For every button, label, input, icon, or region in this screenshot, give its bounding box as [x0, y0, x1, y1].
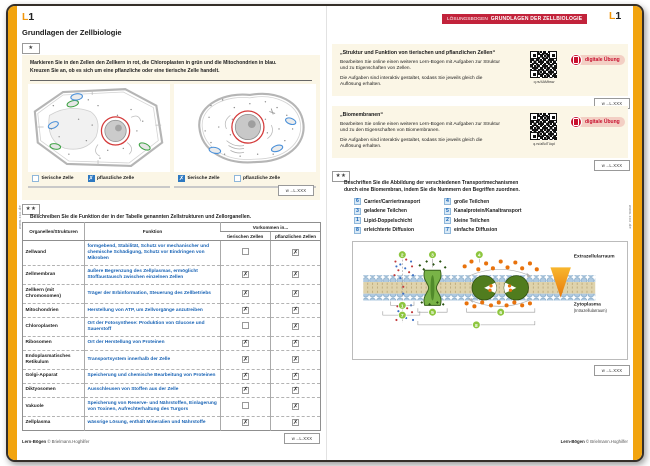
animal-occurrence-cell	[221, 241, 271, 266]
vacuole-shape	[49, 108, 98, 149]
task2-instruction: Beschreiben Sie die Funktion der in der Tabelle genannten Zellstrukturen und Zellorganellen.	[30, 214, 252, 220]
organelle-name: Zellmembran	[23, 266, 85, 285]
digital-exercise-button[interactable]: digitale Übung	[570, 54, 625, 66]
side-url-left: www.xxx.de	[18, 205, 22, 230]
animal-occurrence-cell	[221, 398, 271, 417]
term-number-badge: 2	[444, 217, 451, 224]
plant-occurrence-cell	[271, 384, 321, 398]
col-header-function: Funktion	[85, 223, 221, 241]
animal-occurrence-checkbox[interactable]	[242, 402, 249, 409]
animal-occurrence-cell	[221, 370, 271, 384]
organelle-function-answer: wässrige Lösung, enthält Mineralien und Nährstoffe	[85, 416, 221, 430]
term-label: kleine Teilchen	[454, 217, 490, 224]
animal-occurrence-checkbox[interactable]: ✗	[242, 419, 249, 426]
task1-box	[22, 55, 320, 200]
term-label: große Teilchen	[454, 198, 490, 205]
web-code-box-task1: w→L.XXX	[278, 185, 314, 196]
term-number-badge: 7	[444, 227, 451, 234]
term-item	[444, 207, 522, 217]
organelle-name: Golgi-Apparat	[23, 370, 85, 384]
cell-type-label: tierische Zelle	[187, 176, 220, 181]
label-cytoplasm: Zytoplasma	[573, 302, 601, 308]
info-box-body2: Die Aufgaben sind interaktiv gestaltet, sodass Sie jeweils gleich die Auflösung erhalten.	[340, 138, 483, 150]
task1-instruction-line1: Markieren Sie in den Zellen den Zellkern in rot, die Chloroplasten in grün und die Mitochondrien in blau.	[30, 60, 277, 66]
side-url-right: www.xxx.de	[628, 205, 632, 230]
organelle-function-answer: Herstellung von ATP, um Zellvorgänge anzutreiben	[85, 304, 221, 318]
diagram-badge-3: 3	[431, 253, 434, 259]
animal-occurrence-checkbox[interactable]: ✗	[242, 373, 249, 380]
organelle-name: Endoplasmatisches Retikulum	[23, 351, 85, 370]
animal-cell-panel	[174, 84, 316, 172]
info-box-body2: Die Aufgaben sind interaktiv gestaltet, sodass Sie jeweils gleich die Auflösung erhalten.	[340, 76, 483, 88]
animal-occurrence-checkbox[interactable]: ✗	[242, 387, 249, 394]
organelle-row	[23, 370, 321, 384]
diagram-badge-1: 1	[400, 304, 404, 310]
organelle-function-answer: Ort der Fotosynthese: Produktion von Glucose und Sauerstoff	[85, 318, 221, 337]
term-label: einfache Diffusion	[454, 227, 498, 234]
plant-occurrence-checkbox[interactable]: ✗	[292, 387, 299, 394]
term-label: Carrier/Carriertransport	[364, 198, 421, 205]
plant-occurrence-checkbox[interactable]: ✗	[292, 307, 299, 314]
plant-occurrence-cell	[271, 266, 321, 285]
animal-occurrence-checkbox[interactable]: ✗	[242, 307, 249, 314]
term-label: Lipid-Doppelschicht	[364, 217, 413, 224]
cell-type-option-animal[interactable]	[178, 175, 220, 182]
phone-icon	[570, 54, 582, 66]
diagram-badge-2: 2	[400, 253, 404, 259]
organelle-function-answer: Transportsystem innerhalb der Zelle	[85, 351, 221, 370]
terms-column-right	[444, 197, 522, 235]
organelle-name: Ribosomen	[23, 337, 85, 351]
right-page-color-band	[633, 4, 642, 462]
animal-occurrence-checkbox[interactable]: ✗	[242, 340, 249, 347]
animal-occurrence-checkbox[interactable]: ✗	[242, 290, 249, 297]
cell-type-label: pflanzliche Zelle	[243, 176, 281, 181]
animal-occurrence-checkbox[interactable]: ✗	[242, 271, 249, 278]
task3-instruction-line2: durch eine Biomembran, indem Sie die Nummern den Begriffen zuordnen.	[344, 187, 520, 193]
organelle-name: Zellkern (mit Chromosomen)	[23, 285, 85, 304]
plant-occurrence-checkbox[interactable]: ✗	[292, 249, 299, 256]
plant-occurrence-checkbox[interactable]: ✗	[292, 419, 299, 426]
organelle-row	[23, 304, 321, 318]
terms-column-left	[354, 197, 420, 235]
difficulty-badge-task1: ★	[22, 43, 40, 54]
term-number-badge: 8	[354, 227, 361, 234]
term-number-badge: 1	[354, 217, 361, 224]
plant-occurrence-cell	[271, 398, 321, 417]
diagram-badge-5: 5	[431, 311, 434, 317]
term-label: Kanalprotein/Kanaltransport	[454, 208, 522, 215]
cell-type-checkbox[interactable]: ✗	[88, 175, 94, 182]
membrane-diagram-box	[352, 241, 628, 360]
plant-occurrence-cell	[271, 318, 321, 337]
col-header-organelles: Organellen/Strukturen	[23, 223, 85, 241]
diagram-badge-4: 4	[477, 253, 481, 259]
animal-occurrence-cell	[221, 384, 271, 398]
animal-occurrence-cell	[221, 351, 271, 370]
plant-occurrence-checkbox[interactable]: ✗	[292, 373, 299, 380]
web-code-box-task2: w→L.XXX	[284, 433, 320, 444]
info-box-body1: Bearbeiten Sie online einen weiteren Lern-Bogen mit Aufgaben zur Struktur und zu den Eigenschaften von Biomembranen.	[340, 122, 500, 134]
organelle-function-answer: äußere Begrenzung des Zellplasmas, ermöglicht Stoffaustausch zwischen einzelnen Zellen	[85, 266, 221, 285]
right-page-code: L1	[609, 10, 622, 22]
organelle-function-answer: Ausschleusen von Stoffen aus der Zelle	[85, 384, 221, 398]
plant-occurrence-checkbox[interactable]: ✗	[292, 340, 299, 347]
cell-type-option-plant[interactable]	[88, 175, 135, 182]
digital-exercise-button[interactable]: digitale Übung	[570, 116, 625, 128]
col-header-plant: pflanzlichen Zellen	[271, 232, 321, 241]
organelle-row	[23, 318, 321, 337]
term-number-badge: 6	[354, 198, 361, 205]
cell-type-checkbox[interactable]: ✗	[178, 175, 185, 182]
term-item	[354, 216, 420, 226]
left-page-code: L1	[22, 11, 35, 23]
left-page-color-band	[8, 4, 17, 462]
nucleus-shape	[235, 114, 260, 139]
animal-occurrence-cell	[221, 337, 271, 351]
label-intracellular: (Intrazellularraum)	[573, 308, 607, 314]
plant-occurrence-cell	[271, 241, 321, 266]
organelle-name: Zellwand	[23, 241, 85, 266]
header-title: GRUNDLAGEN DER ZELLBIOLOGIE	[490, 16, 583, 22]
organelle-table	[22, 222, 321, 431]
term-number-badge: 3	[354, 208, 361, 215]
organelle-row	[23, 351, 321, 370]
animal-occurrence-cell	[221, 416, 271, 430]
page-title: Grundlagen der Zellbiologie	[22, 28, 122, 37]
animal-occurrence-cell	[221, 266, 271, 285]
animal-occurrence-cell	[221, 304, 271, 318]
cell-type-option-plant[interactable]	[234, 175, 281, 182]
qr-caption: q.rs/aBdTüqd	[533, 142, 555, 146]
organelle-row	[23, 285, 321, 304]
organelle-row	[23, 398, 321, 417]
organelle-function-answer: Ort der Herstellung von Proteinen	[85, 337, 221, 351]
divider	[28, 186, 170, 188]
plant-cell-panel	[28, 84, 170, 172]
plant-occurrence-checkbox[interactable]: ✗	[292, 290, 299, 297]
cell-type-label: pflanzliche Zelle	[97, 176, 135, 181]
organelle-table-wrap	[22, 222, 320, 443]
animal-cell-illustration	[176, 86, 314, 170]
organelle-name: Vakuole	[23, 398, 85, 417]
header-kicker: LÖSUNGSBOGEN	[447, 16, 488, 22]
plant-occurrence-checkbox[interactable]: ✗	[292, 356, 299, 363]
plant-occurrence-cell	[271, 304, 321, 318]
difficulty-badge-task3: ★★	[332, 171, 350, 182]
term-item	[354, 207, 420, 217]
footer-right: Lern-Bögen © Brielmann.Hoghilfer	[560, 439, 628, 444]
animal-occurrence-checkbox[interactable]	[242, 248, 249, 255]
task1-instruction-line2: Kreuzen Sie an, ob es sich um eine pflanzliche oder eine tierische Zelle handelt.	[30, 68, 220, 74]
term-item	[444, 216, 522, 226]
diagram-badge-6: 6	[499, 311, 503, 317]
diagram-badge-7: 7	[400, 314, 404, 320]
organelle-name: Zellplasma	[23, 416, 85, 430]
qr-code[interactable]	[530, 113, 557, 140]
term-item	[354, 197, 420, 207]
online-exercise-box-biomembranes	[332, 106, 628, 158]
plant-occurrence-cell	[271, 337, 321, 351]
footer-left: Lern-Bögen © Brielmann.Hoghilfer	[22, 439, 90, 444]
plant-occurrence-checkbox[interactable]: ✗	[292, 403, 299, 410]
col-header-group: Vorkommen in...	[221, 223, 321, 232]
organelle-name: Chloroplasten	[23, 318, 85, 337]
term-number-badge: 5	[444, 208, 451, 215]
web-code-box-info1: w→L.XXX	[594, 98, 630, 109]
organelle-row	[23, 337, 321, 351]
qr-caption: q.rs/4AMbsw	[533, 80, 555, 84]
plant-occurrence-cell	[271, 370, 321, 384]
plant-cell-illustration	[30, 86, 168, 170]
organelle-name: Diktyosomen	[23, 384, 85, 398]
cell-type-option-animal[interactable]	[32, 175, 74, 182]
term-label: geladene Teilchen	[364, 208, 407, 215]
label-extracellular: Extrazellularraum	[573, 254, 615, 260]
term-item	[444, 197, 522, 207]
cell-type-answer-row-left	[32, 175, 134, 182]
organelle-function-answer: Speicherung und chemische Bearbeitung von Proteinen	[85, 370, 221, 384]
term-item	[354, 226, 420, 236]
online-exercise-box-cells	[332, 44, 628, 96]
plant-occurrence-cell	[271, 416, 321, 430]
cell-type-checkbox[interactable]	[32, 175, 39, 182]
term-number-badge: 4	[444, 198, 451, 205]
organelle-row	[23, 416, 321, 430]
organelle-row	[23, 241, 321, 266]
web-code-box-task3: w→L.XXX	[594, 365, 630, 376]
organelle-function-answer: Träger der Erbinformation, Steuerung des Zellbetriebs	[85, 285, 221, 304]
info-box-title: „Struktur und Funktion von tierischen und pflanzlichen Zellen“	[340, 50, 496, 56]
divider	[30, 80, 312, 81]
solution-header-band	[442, 14, 587, 24]
page-spine	[326, 6, 327, 460]
plant-occurrence-cell	[271, 285, 321, 304]
animal-occurrence-checkbox[interactable]	[242, 322, 249, 329]
info-box-body1: Bearbeiten Sie online einen weiteren Lern-Bogen mit Aufgaben zur Struktur und zu Eigenschaften von Zellen.	[340, 60, 500, 72]
page-spread	[6, 4, 644, 462]
organelle-function-answer: formgebend, Stabilität, Schutz vor mechanischer und chemische Schädigung, Schutz vor Eindringen von Mikroben	[85, 241, 221, 266]
plant-occurrence-checkbox[interactable]: ✗	[292, 271, 299, 278]
organelle-name: Mitochondrien	[23, 304, 85, 318]
organelle-function-answer: Speicherung von Reserve- und Nährstoffen, Einlagerung von Toxinen, Aufrechterhaltung des Turgors	[85, 398, 221, 417]
term-item	[444, 226, 522, 236]
term-label: erleichterte Diffusion	[364, 227, 415, 234]
organelle-row	[23, 266, 321, 285]
organelle-row	[23, 384, 321, 398]
web-code-box-info2: w→L.XXX	[594, 160, 630, 171]
nucleus-shape	[105, 120, 126, 141]
task3-instruction-line1: Beschriften Sie die Abbildung der verschiedenen Transportmechanismen	[344, 180, 519, 186]
diagram-badge-8: 8	[475, 323, 478, 329]
cell-type-checkbox[interactable]	[234, 175, 241, 182]
plant-occurrence-checkbox[interactable]: ✗	[292, 323, 299, 330]
animal-occurrence-checkbox[interactable]: ✗	[242, 356, 249, 363]
animal-occurrence-cell	[221, 318, 271, 337]
difficulty-badge-task2: ★★	[22, 204, 40, 215]
cell-type-label: tierische Zelle	[41, 176, 74, 181]
info-box-title: „Biomembranen“	[340, 112, 383, 118]
qr-code[interactable]	[530, 51, 557, 78]
plant-occurrence-cell	[271, 351, 321, 370]
phone-icon	[570, 116, 582, 128]
cell-type-answer-row-right	[178, 175, 280, 182]
membrane-transport-diagram	[354, 243, 626, 358]
col-header-animal: tierischen Zellen	[221, 232, 271, 241]
animal-occurrence-cell	[221, 285, 271, 304]
